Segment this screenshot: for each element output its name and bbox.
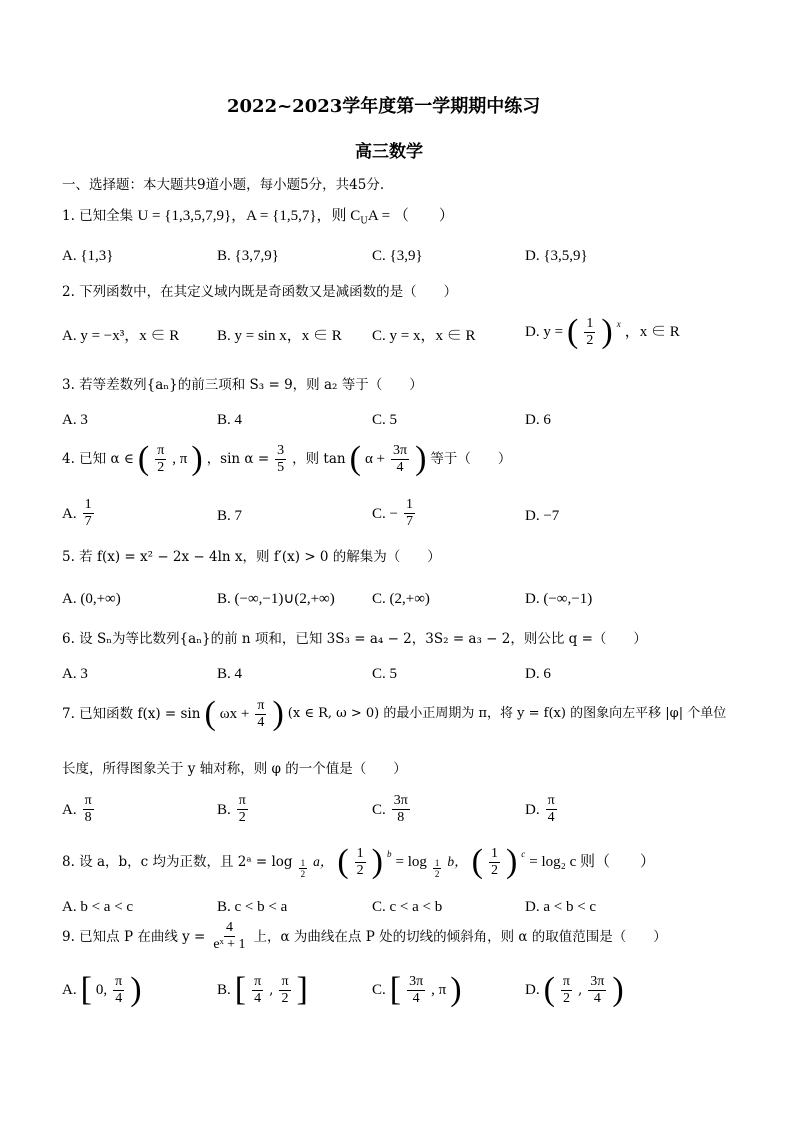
q9-b-fraction-1: $\frac{\pi}{4}$ xyxy=(254,973,262,1006)
question-6: 6. 设 Sₙ为等比数列{aₙ}的前 n 项和，已知 3S₃ = a₄ − 2，3S₂ = a₃ − 2，则公比 q =（ ） xyxy=(62,631,647,647)
q4-f3-pre: α + xyxy=(364,451,386,467)
q6-option-c[interactable]: C. 5 xyxy=(372,666,398,682)
q6-option-d[interactable]: D. 6 xyxy=(525,666,551,682)
q1-option-d[interactable]: D. {3,5,9} xyxy=(525,248,588,264)
q7-d-fraction: $\frac{\pi}{4}$ xyxy=(547,793,555,825)
q4-option-b[interactable]: B. 7 xyxy=(217,508,243,524)
q7-a-label: A. xyxy=(62,801,77,818)
q7-b-label: B. xyxy=(217,801,231,818)
q7-stem-continued: 长度，所得图象关于 y 轴对称，则 φ 的一个值是（ ） xyxy=(62,761,407,777)
q8-stem-b: a， xyxy=(313,854,334,869)
q7-option-d[interactable] xyxy=(525,793,559,826)
q8-option-d[interactable]: D. a < b < c xyxy=(525,899,597,915)
question-4 xyxy=(62,442,511,476)
question-3: 3. 若等差数列{aₙ}的前三项和 S₃ = 9，则 a₂ 等于（ ） xyxy=(62,377,423,393)
q1-stem-b: U = {1,3,5,7,9}，A = {1,5,7}，则 C xyxy=(137,208,361,224)
q8-log-base-1: $\frac{1}{2}$ xyxy=(300,857,306,879)
q9-b-fraction-2: $\frac{\pi}{2}$ xyxy=(281,973,289,1006)
question-7 xyxy=(62,697,726,731)
q9-option-b[interactable]: B. [ $\frac{\pi}{4}$ , $\frac{\pi}{2}$ ] xyxy=(217,971,308,1008)
q2-option-a[interactable]: A. y = −x³，x ∈ R xyxy=(62,328,180,344)
question-9 xyxy=(62,920,667,953)
q9-a-label: A. xyxy=(62,982,77,998)
q9-b-label: B. xyxy=(217,982,231,998)
bracket-left: [ xyxy=(234,971,247,1008)
q4-stem-b: ，sin α = xyxy=(206,451,270,467)
q4-option-a[interactable] xyxy=(62,497,96,530)
q8-log-base-2: $\frac{1}{2}$ xyxy=(434,857,440,879)
q2-option-d[interactable] xyxy=(525,315,680,349)
q8-option-c[interactable]: C. c < a < b xyxy=(372,899,443,915)
q5-option-b[interactable]: B. (−∞,−1)∪(2,+∞) xyxy=(217,591,335,607)
q2-option-c[interactable]: C. y = x，x ∈ R xyxy=(372,328,476,344)
q4-f1-post: , π xyxy=(172,451,188,467)
q3-option-b[interactable]: B. 4 xyxy=(217,412,243,428)
q8-half-1: $\frac{1}{2}$ xyxy=(356,845,364,878)
q8-option-b[interactable]: B. c < b < a xyxy=(217,899,288,915)
paren-right: ) xyxy=(450,971,462,1008)
page-title: 2022~2023学年度第一学期期中练习 xyxy=(227,96,541,117)
bracket-right: ] xyxy=(296,971,308,1008)
q9-fraction: $\frac{4}{\text{eˣ + 1}}$ xyxy=(213,920,246,952)
q6-option-b[interactable]: B. 4 xyxy=(217,666,243,682)
paren-right: ) xyxy=(601,313,613,350)
q4-option-c[interactable] xyxy=(372,497,417,530)
q7-option-c[interactable] xyxy=(372,793,412,826)
bracket-left: [ xyxy=(389,971,402,1008)
q1-stem-c: A = （ ） xyxy=(367,208,454,224)
paren-left: ( xyxy=(471,843,483,880)
q4-stem-d: 等于（ ） xyxy=(430,451,512,467)
q7-fraction: $\frac{\pi}{4}$ xyxy=(257,697,265,730)
q2-d-fraction: $\frac{1}{2}$ xyxy=(586,315,594,348)
q9-d-fraction-1: $\frac{\pi}{2}$ xyxy=(562,973,570,1006)
paren-left: ( xyxy=(567,313,579,350)
q9-stem-a: 9. 已知点 P 在曲线 y = xyxy=(62,928,206,945)
q8-exp-b: b xyxy=(386,849,392,859)
bracket-left: [ xyxy=(80,971,92,1008)
q5-option-d[interactable]: D. (−∞,−1) xyxy=(525,591,593,607)
q5-option-a[interactable]: A. (0,+∞) xyxy=(62,591,121,607)
q7-option-b[interactable] xyxy=(217,793,250,826)
q9-c-fraction: $\frac{3\pi}{4}$ xyxy=(409,973,424,1006)
q8-option-a[interactable]: A. b < a < c xyxy=(62,899,134,915)
q3-option-c[interactable]: C. 5 xyxy=(372,412,398,428)
paren-right: ) xyxy=(415,440,427,477)
q7-a-fraction: $\frac{\pi}{8}$ xyxy=(84,793,92,825)
question-8 xyxy=(62,845,655,879)
q8-stem-d: b， xyxy=(447,854,468,869)
q9-option-c[interactable] xyxy=(372,973,462,1007)
q2-d-post: ，x ∈ R xyxy=(624,324,680,340)
paren-right: ) xyxy=(130,971,142,1008)
paren-left: ( xyxy=(204,695,216,732)
question-1 xyxy=(62,207,454,231)
q7-stem-b: (x ∈ R, ω > 0) 的最小正周期为 π，将 y = f(x) 的图象向左平移 |φ| 个单位 xyxy=(287,706,727,721)
q8-stem-e: = log₂ c 则（ ） xyxy=(529,854,656,870)
q4-c-fraction: $\frac{1}{7}$ xyxy=(405,497,413,529)
q7-option-a[interactable] xyxy=(62,793,96,826)
q3-option-a[interactable]: A. 3 xyxy=(62,412,88,428)
q9-stem-b: 上，α 为曲线在点 P 处的切线的倾斜角，则 α 的取值范围是（ ） xyxy=(253,928,667,945)
q8-half-2: $\frac{1}{2}$ xyxy=(490,845,498,878)
q7-c-label: C. xyxy=(372,801,386,818)
q9-a-fraction: $\frac{\pi}{4}$ xyxy=(115,973,123,1006)
q7-c-fraction: $\frac{3\pi}{8}$ xyxy=(393,793,408,825)
q9-c-post: , π xyxy=(431,982,447,998)
q1-stem-a: 1. 已知全集 xyxy=(62,208,134,224)
q8-stem-c: = log xyxy=(395,854,427,870)
paren-right: ) xyxy=(505,843,518,880)
paren-left: ( xyxy=(337,843,349,880)
q6-option-a[interactable]: A. 3 xyxy=(62,666,88,682)
q3-option-d[interactable]: D. 6 xyxy=(525,412,551,428)
page-subtitle: 高三数学 xyxy=(355,142,423,162)
q1-sub-u: U xyxy=(360,216,368,227)
q7-d-label: D. xyxy=(525,801,540,818)
q4-c-label: C. − xyxy=(372,505,398,522)
paren-right: ) xyxy=(612,971,624,1008)
q4-frac-2: $\frac{3}{5}$ xyxy=(277,442,285,475)
paren-right: ) xyxy=(371,843,383,880)
q2-d-exp: x xyxy=(616,319,621,329)
q5-option-c[interactable]: C. (2,+∞) xyxy=(372,591,430,607)
question-5: 5. 若 f(x) = x² − 2x − 4ln x，则 f′(x) > 0 的解集为（ ） xyxy=(62,549,441,565)
q4-frac-1: $\frac{\pi}{2}$ xyxy=(157,442,165,475)
q7-b-fraction: $\frac{\pi}{2}$ xyxy=(238,793,246,825)
paren-left: ( xyxy=(543,971,555,1008)
q4-a-fraction: $\frac{1}{7}$ xyxy=(84,497,92,529)
q1-option-a[interactable]: A. {1,3} xyxy=(62,248,114,264)
q4-stem-a: 4. 已知 α ∈ xyxy=(62,451,134,467)
paren-left: ( xyxy=(137,440,150,477)
paren-left: ( xyxy=(349,440,361,477)
q2-option-b[interactable]: B. y = sin x，x ∈ R xyxy=(217,328,342,344)
q4-stem-c: ，则 tan xyxy=(292,451,346,467)
paren-right: ) xyxy=(272,695,284,732)
q4-option-d[interactable]: D. −7 xyxy=(525,508,560,524)
q8-stem-a: 8. 设 a，b，c 均为正数，且 2ᵃ = log xyxy=(62,854,293,870)
q1-option-c[interactable]: C. {3,9} xyxy=(372,248,423,264)
q8-exp-c: c xyxy=(521,849,526,859)
q7-stem-a: 7. 已知函数 f(x) = sin xyxy=(62,706,201,722)
q9-a-pre: 0, xyxy=(95,982,108,998)
paren-right: ) xyxy=(191,440,203,477)
section-heading: 一、选择题：本大题共9道小题，每小题5分，共45分. xyxy=(62,177,385,193)
q2-d-pre: D. y = xyxy=(525,324,564,340)
q9-option-d[interactable]: D. ( $\frac{\pi}{2}$ , $\frac{3\pi}{4}$ ) xyxy=(525,971,624,1008)
q9-option-a[interactable] xyxy=(62,973,142,1007)
question-2: 2. 下列函数中，在其定义域内既是奇函数又是减函数的是（ ） xyxy=(62,284,458,300)
q9-c-label: C. xyxy=(372,982,386,998)
q9-d-label: D. xyxy=(525,982,540,998)
q9-d-fraction-2: $\frac{3\pi}{4}$ xyxy=(590,973,605,1006)
q7-f-pre: ωx + xyxy=(219,706,250,722)
q1-option-b[interactable]: B. {3,7,9} xyxy=(217,248,279,264)
q4-frac-3: $\frac{3\pi}{4}$ xyxy=(393,442,408,475)
q4-a-label: A. xyxy=(62,505,77,522)
